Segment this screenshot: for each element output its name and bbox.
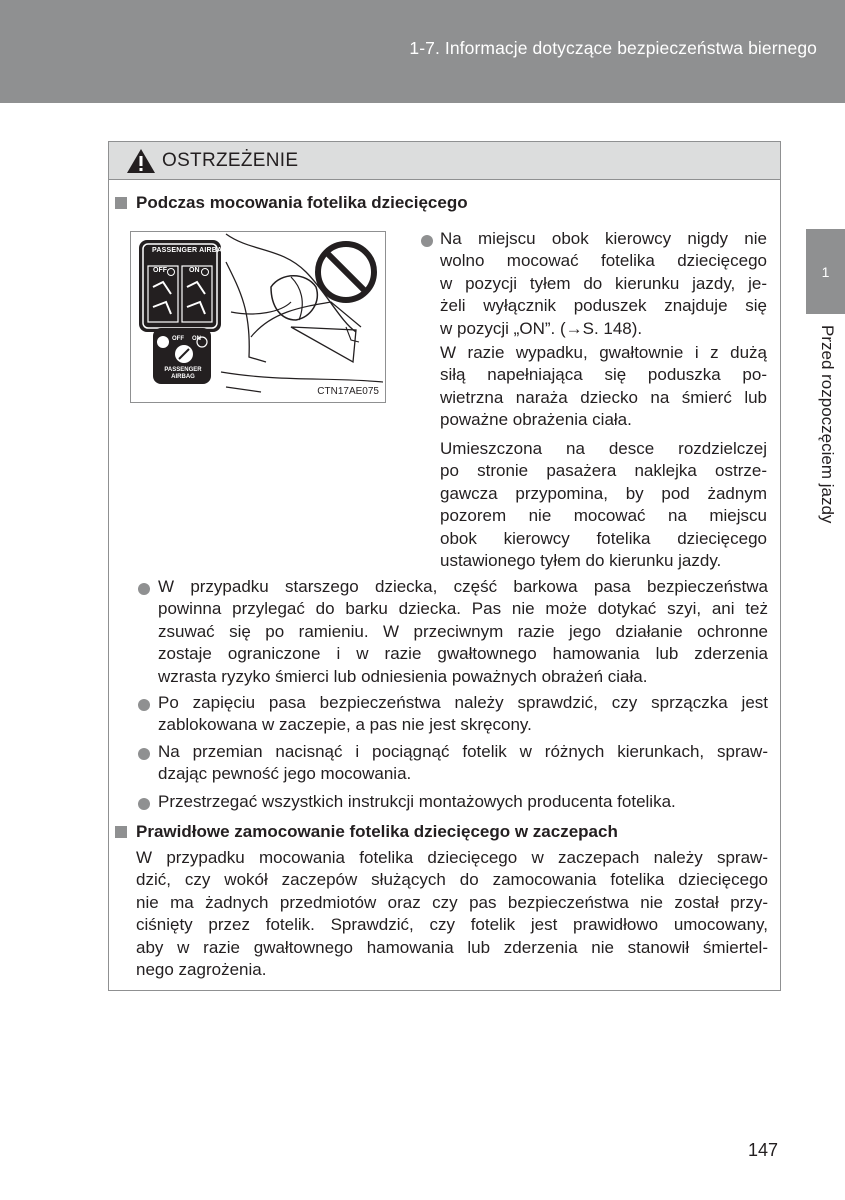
item-5 [158, 791, 778, 813]
section-heading-2-text: Prawidłowe zamocowanie fotelika dziecięcego w zaczepach [136, 822, 618, 841]
item-1-para-3-line: obok kierowcy fotelika dziecięcego [440, 528, 767, 548]
item-5-line: Przestrzegać wszystkich instrukcji montażowych producenta fotelika. [158, 792, 676, 811]
warning-title: OSTRZEŻENIE [162, 149, 299, 171]
square-bullet-icon [115, 826, 127, 838]
item-4-line: dzając pewność jego mocowania. [158, 764, 412, 784]
item-1-line: w pozycji „ON”. (→S. 148). [440, 318, 643, 338]
item-1-para-2-line: siłą napełniająca się poduszka po- [440, 365, 767, 385]
chapter-tab-number: 1 [821, 263, 830, 280]
item-1-line: Na miejscu obok kierowcy nigdy nie [440, 229, 767, 248]
section-heading-2 [115, 822, 618, 842]
section-2-line: aby w razie gwałtownego hamowania lub zderzenia nie stanowił śmiertel- [136, 937, 768, 957]
switch-label-on: ON [192, 336, 201, 342]
header-title: 1-7. Informacje dotyczące bezpieczeństwa biernego [409, 38, 817, 58]
round-bullet-icon [138, 748, 150, 760]
header-bar [0, 0, 845, 103]
chapter-tab[interactable] [806, 229, 845, 314]
round-bullet-icon [138, 583, 150, 595]
item-4-line: Na przemian nacisnąć i pociągnąć fotelik w różnych kierunkach, spraw- [158, 742, 768, 761]
item-1-line: żeli wyłącznik poduszek znajduje się [440, 296, 767, 316]
section-2-line: nie ma żadnych przedmiotów oraz czy pas bezpieczeństwa nie został przy- [136, 892, 768, 912]
figure-code: CTN17AE075 [317, 386, 379, 397]
item-2-line: wzrasta ryzyko śmierci lub odniesienia poważnych obrażeń ciała. [158, 666, 648, 686]
item-3-line: Po zapięciu pasa bezpieczeństwa należy sprawdzić, czy sprzączka jest [158, 693, 768, 712]
item-4 [158, 741, 768, 786]
item-1-line: w pozycji tyłem do kierunku jazdy, je- [440, 273, 767, 293]
item-1-para-3-line: Umieszczona na desce rozdzielczej [440, 439, 767, 458]
item-2-line: W przypadku starszego dziecka, część barkowa pasa bezpieczeństwa [158, 577, 768, 596]
item-1-para-3-line: po stronie pasażera naklejka ostrze- [440, 461, 767, 481]
item-2-line: zostaje ograniczone i w razie gwałtownego hamowania lub zderzenia [158, 644, 768, 664]
item-2-line: zsuwać się po ramieniu. W przeciwnym razie jego działanie ochronne [158, 621, 768, 641]
item-2-line: powinna przylegać do barku dziecka. Pas nie może dotykać szyi, ani też [158, 599, 768, 619]
item-1-para-3-line: ustawionego tyłem do kierunku jazdy. [440, 551, 722, 571]
item-1-para-2 [440, 342, 767, 432]
warning-triangle-icon [126, 148, 156, 174]
section-2-line: nego zagrożenia. [136, 960, 267, 980]
section-2-line: dzić, czy wokół zaczepów służących do zamocowania fotelika dziecięcego [136, 870, 768, 890]
warning-box [108, 141, 781, 991]
round-bullet-icon [138, 699, 150, 711]
section-2-paragraph [136, 847, 768, 981]
sticker-label-on: ON [189, 267, 200, 274]
warning-header [109, 142, 780, 180]
item-1-para-2-line: W razie wypadku, gwałtownie i z dużą [440, 343, 767, 362]
page-number: 147 [748, 1140, 779, 1160]
item-1-para-3-line: gawcza przypomina, by pod żadnym [440, 483, 767, 503]
item-1-para-2-line: poważne obrażenia ciała. [440, 410, 632, 430]
item-1-para-2-line: wietrzna naraża dziecko na śmierć lub [440, 387, 767, 407]
section-heading-1-text: Podczas mocowania fotelika dziecięcego [136, 193, 468, 212]
item-3 [158, 692, 768, 737]
switch-label-off: OFF [172, 336, 184, 342]
item-1-line: wolno mocować fotelika dziecięcego [440, 251, 767, 271]
chapter-side-label: Przed rozpoczęciem jazdy [818, 325, 837, 524]
switch-label: PASSENGER AIRBAG [164, 367, 202, 380]
item-1 [440, 228, 767, 340]
section-heading-1 [115, 193, 468, 213]
item-1-para-3-line: pozorem nie mocować na miejscu [440, 506, 767, 526]
item-1-para-3 [440, 438, 767, 572]
item-2 [158, 576, 768, 688]
item-3-line: zablokowana w zaczepie, a pas nie jest skręcony. [158, 715, 532, 735]
section-2-line: ciśnięty przez fotelik. Sprawdzić, czy fotelik jest prawidłowo umocowany, [136, 915, 768, 935]
round-bullet-icon [421, 235, 433, 247]
square-bullet-icon [115, 197, 127, 209]
airbag-figure [130, 231, 386, 403]
sticker-label-top: PASSENGER AIRBAG [152, 247, 228, 254]
prohibition-icon [318, 244, 374, 300]
round-bullet-icon [138, 798, 150, 810]
section-2-line: W przypadku mocowania fotelika dziecięcego w zaczepach należy spraw- [136, 848, 768, 867]
sticker-label-off: OFF [153, 267, 167, 274]
